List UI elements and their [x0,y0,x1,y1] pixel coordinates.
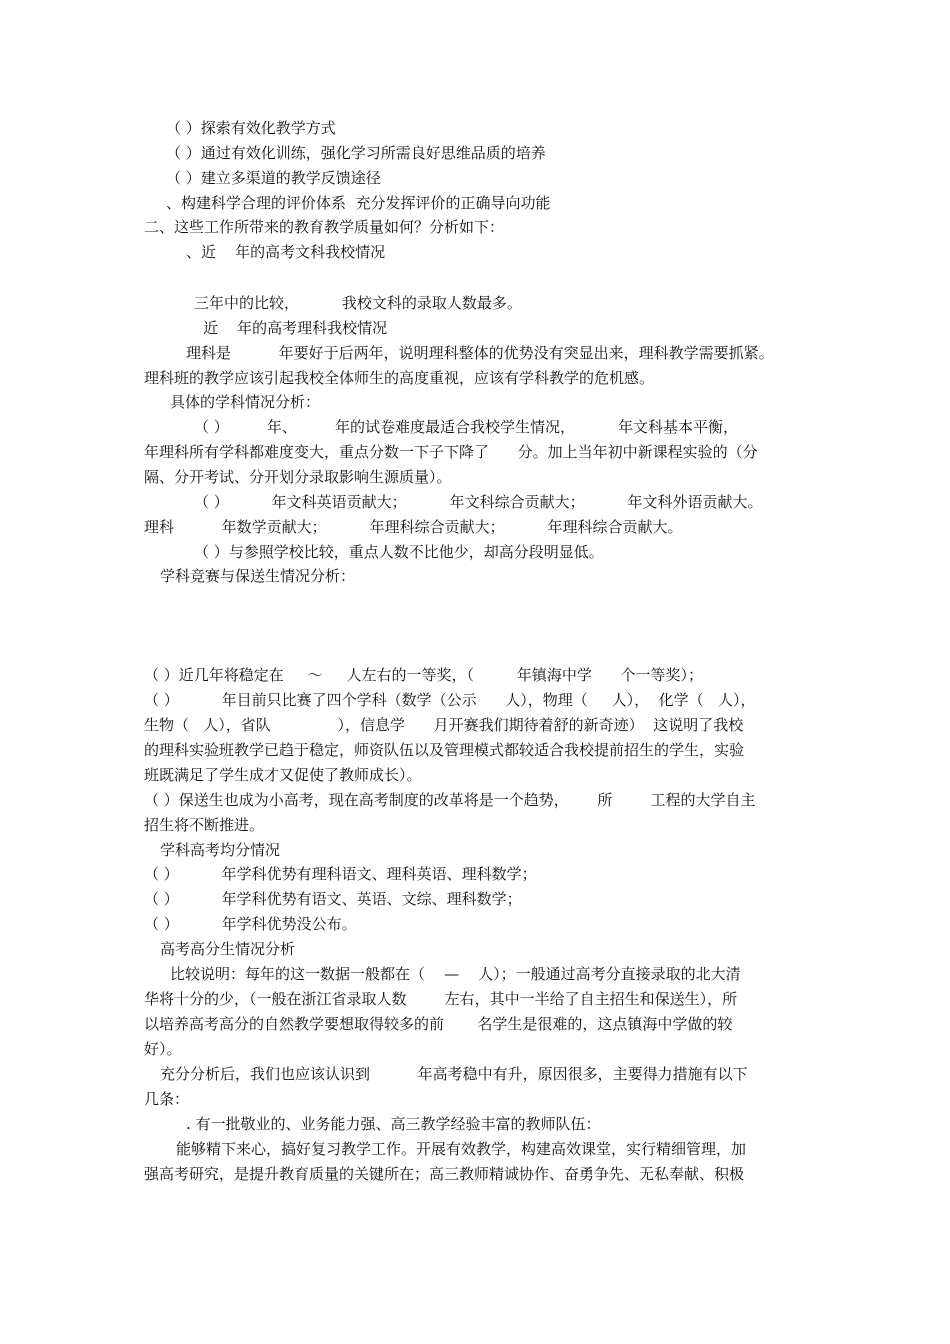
text-line: 年理科所有学科都难度变大，重点分数一下子下降了 分。加上当年初中新课程实验的（分 [144,443,758,461]
text-line: 班既满足了学生成才又促使了教师成长）。 [144,766,422,784]
text-line: 隔、分开考试、分开划分录取影响生源质量）。 [144,468,452,486]
text-line: （ ） 年学科优势有语文、英语、文综、理科数学； [144,890,522,908]
text-line: 、近 年的高考文科我校情况 [186,243,386,261]
text-line: （ ）近几年将稳定在 ～ 人左右的一等奖，（ 年镇海中学 个一等奖）； [144,666,703,684]
text-line: 三年中的比较， 我校文科的录取人数最多。 [194,294,522,312]
text-line: （ ）通过有效化训练，强化学习所需良好思维品质的培养 [166,144,546,162]
text-line: （ ）与参照学校比较，重点人数不比他少，却高分段明显低。 [194,543,604,561]
text-line: 强高考研究，是提升教育质量的关键所在；高三教师精诚协作、奋勇争先、无私奉献、积极 [144,1165,745,1183]
text-line: 学科高考均分情况 [160,841,281,859]
text-line: 以培养高考高分的自然教学要想取得较多的前 名学生是很难的，这点镇海中学做的较 [144,1015,733,1033]
text-line: 理科是 年要好于后两年，说明理科整体的优势没有突显出来，理科教学需要抓紧。 [186,344,774,362]
text-line: 理科班的教学应该引起我校全体师生的高度重视，应该有学科教学的危机感。 [144,369,655,387]
text-line: 的理科实验班教学已趋于稳定，师资队伍以及管理模式都较适合我校提前招生的学生，实验 [144,741,745,759]
text-line: 几条： [144,1090,190,1108]
text-line: 二、这些工作所带来的教育教学质量如何？分析如下： [144,218,505,236]
text-line: 生物（ 人），省队 ），信息学 月开赛我们期待着舒的新奇迹） 这说明了我校 [144,716,744,734]
text-line: （ ）探索有效化教学方式 [166,119,336,137]
text-line: （ ） 年、 年的试卷难度最适合我校学生情况， 年文科基本平衡， [194,418,738,436]
text-line: 高考高分生情况分析 [160,940,296,958]
text-line: （ ）建立多渠道的教学反馈途径 [166,169,381,187]
text-line: （ ）保送生也成为小高考，现在高考制度的改革将是一个趋势， 所 工程的大学自主 [144,791,756,809]
text-line: （ ） 年目前只比赛了四个学科（数学（公示 人），物理（ 人）， 化学（ 人）， [144,691,756,709]
text-line: 招生将不断推进。 [144,816,265,834]
text-line: （ ） 年文科英语贡献大； 年文科综合贡献大； 年文科外语贡献大。 [194,493,763,511]
text-line: 充分分析后，我们也应该认识到 年高考稳中有升，原因很多，主要得力措施有以下 [160,1065,748,1083]
text-line: （ ） 年学科优势没公布。 [144,915,357,933]
text-line: 学科竞赛与保送生情况分析： [160,567,356,585]
text-line: 近 年的高考理科我校情况 [203,319,388,337]
text-line: 、构建科学合理的评价体系 充分发挥评价的正确导向功能 [166,194,551,212]
text-line: （ ） 年学科优势有理科语文、理科英语、理科数学； [144,865,537,883]
text-line: 理科 年数学贡献大； 年理科综合贡献大； 年理科综合贡献大。 [144,518,683,536]
text-line: 华将十分的少，（一般在浙江省录取人数 左右，其中一半给了自主招生和保送生），所 [144,990,738,1008]
text-line: 比较说明：每年的这一数据一般都在（ — 人）；一般通过高考分直接录取的北大清 [170,965,741,983]
text-line: 能够精下来心，搞好复习教学工作。开展有效教学，构建高效课堂，实行精细管理，加 [176,1140,747,1158]
text-line: 具体的学科情况分析： [170,393,321,411]
text-line: 好）。 [144,1040,182,1058]
text-line: . 有一批敬业的、业务能力强、高三教学经验丰富的教师队伍： [186,1115,601,1133]
